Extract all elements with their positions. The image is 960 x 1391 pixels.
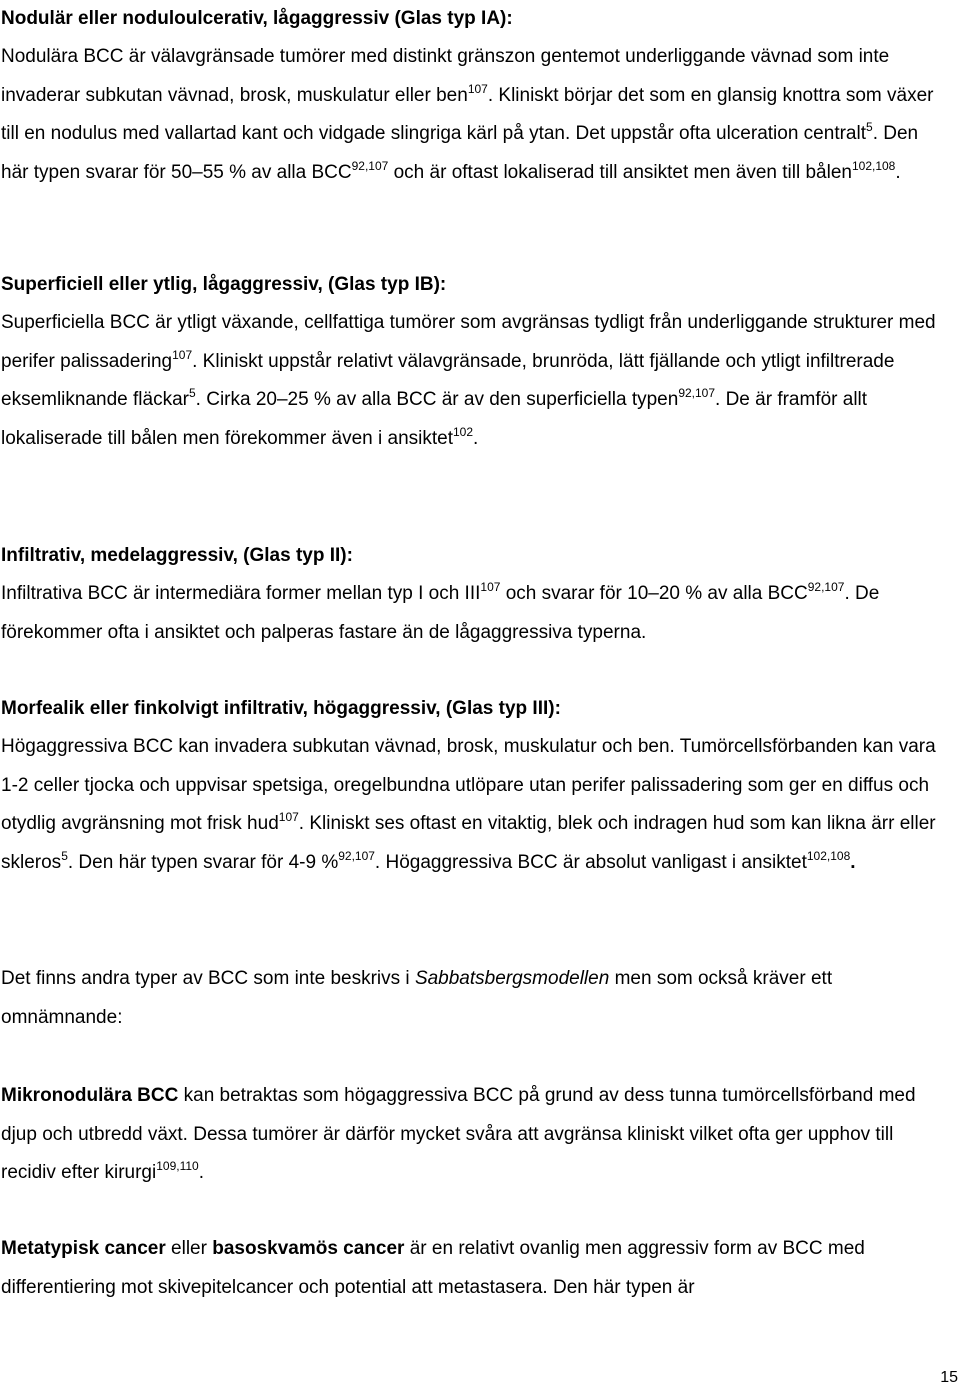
reference: 102 [453,424,474,439]
term: Mikronodulära BCC [1,1085,179,1106]
reference: 107 [278,810,299,825]
metatypic-paragraph [1,1230,946,1307]
section-heading: Nodulär eller noduloulcerativ, lågaggressiv (Glas typ IA): [1,8,513,29]
text: . De förekommer ofta i ansiktet och palperas fastare än de lågaggressiva typerna. [1,583,880,643]
text: . Högaggressiva BCC är absolut vanligast i ansiktet [374,851,807,873]
section-paragraph [1,728,946,882]
text: eller [165,1238,213,1259]
reference: 102,108 [851,158,896,173]
term: basoskvamös cancer [212,1238,405,1259]
reference: 92,107 [351,158,389,173]
text: Superficiella BCC är ytligt växande, cellfattiga tumörer som avgränsas tydligt från underliggande strukturer med perifer palissadering [1,312,936,372]
text: . Kliniskt uppstår relativt välavgränsade, brunröda, lätt fjällande och ytligt infiltrerade eksemliknande fläckar [1,350,895,411]
text: . Den här typen svarar för 4-9 % [67,851,339,873]
text: . [895,161,901,183]
text: kan betraktas som högaggressiva BCC på grund av dess tunna tumörcellsförband med djup och utbredd växt. Dessa tumörer är därför mycket svåra att avgränsa kliniskt vilket ofta ger upphov till recidiv efter kirurgi [1,1085,916,1184]
section-micronodular [1,1077,946,1193]
section-paragraph [1,304,946,458]
section-metatypic [1,1230,946,1307]
page-number: 15 [940,1369,958,1386]
text: är en relativt ovanlig men aggressiv form av BCC med differentiering mot skivepitelcancer och potential att metastasera. Den här typen är [1,1238,865,1298]
text: . Cirka 20–25 % av alla BCC är av den superficiella typen [195,389,679,411]
intro-paragraph [1,960,946,1037]
section-superficial [1,266,946,458]
reference: 107 [467,81,488,96]
section-other-types-intro [1,960,946,1037]
micronodular-paragraph [1,1077,946,1193]
reference: 92,107 [338,848,375,863]
text: . [473,427,479,449]
reference: 5 [188,386,196,401]
section-paragraph [1,38,946,192]
text: . De är framför allt lokaliserade till bålen men förekommer även i ansiktet [1,389,868,449]
reference: 92,107 [678,386,716,401]
reference: 92,107 [807,580,845,594]
model-name: Sabbatsbergsmodellen [414,968,610,989]
reference: 109,110 [156,1159,199,1174]
text: och är oftast lokaliserad till ansiktet men även till bålen [388,161,852,183]
text: men som också kräver ett omnämnande: [1,968,833,1028]
section-heading: Morfealik eller finkolvigt infiltrativ, högaggressiv, (Glas typ III): [1,698,561,719]
term: Metatypisk cancer [1,1238,166,1259]
text: och svarar för 10–20 % av alla BCC [500,583,808,604]
reference: 107 [172,347,193,362]
reference: 5 [866,120,873,135]
text: . Den här typen svarar för 50–55 % av alla BCC [1,123,919,183]
text: . [198,1162,204,1184]
section-paragraph [1,575,946,652]
section-heading: Infiltrativ, medelaggressiv, (Glas typ II): [1,545,353,566]
text: . [850,851,856,873]
text: Högaggressiva BCC kan invadera subkutan vävnad, brosk, muskulatur och ben. Tumörcellsförbanden kan vara 1-2 celler tjocka och uppvisar spetsiga, oregelbundna utlöpare utan perifer palissadering som ger en diffus och otydlig avgränsning mot frisk hud [1,736,936,835]
section-infiltrative [1,537,946,652]
section-morpheaform [1,690,946,882]
section-heading: Superficiell eller ytlig, lågaggressiv, (Glas typ IB): [1,274,447,295]
text: Det finns andra typer av BCC som inte beskrivs i [1,968,415,989]
text: . Kliniskt ses oftast en vitaktig, blek och indragen hud som kan likna ärr eller skleros [1,813,936,873]
text: Nodulära BCC är välavgränsade tumörer med distinkt gränszon gentemot underliggande vävnad som inte invaderar subkutan vävnad, brosk, muskulatur eller ben [1,46,890,106]
text: . Kliniskt börjar det som en glansig knottra som växer till en nodulus med vallartad kant och vidgade slingriga kärl på ytan. Det uppstår ofta ulceration centralt [1,84,934,145]
reference: 5 [61,848,68,863]
reference: 107 [480,580,501,594]
section-nodular [1,0,946,192]
reference: 102,108 [806,848,851,863]
text: Infiltrativa BCC är intermediära former mellan typ I och III [1,583,481,604]
